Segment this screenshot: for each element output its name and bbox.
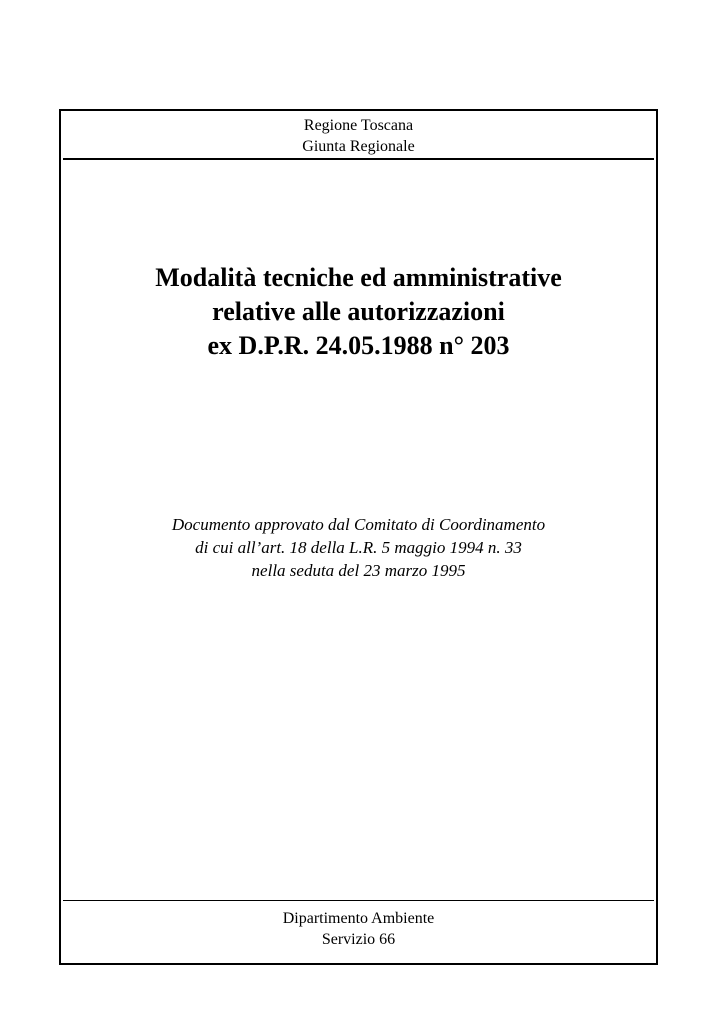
header-block (61, 115, 656, 157)
approval-line-3: nella seduta del 23 marzo 1995 (251, 561, 466, 580)
title-line-3: ex D.P.R. 24.05.1988 n° 203 (207, 331, 510, 360)
header-divider (63, 158, 654, 160)
cover-frame (59, 109, 658, 965)
footer-block (61, 908, 656, 950)
title-line-2: relative alle autorizzazioni (212, 297, 505, 326)
footer-divider (63, 900, 654, 901)
approval-line-2: di cui all’art. 18 della L.R. 5 maggio 1994 n. 33 (195, 538, 522, 557)
title-line-1: Modalità tecniche ed amministrative (155, 263, 562, 292)
approval-note (61, 513, 656, 582)
header-council: Giunta Regionale (302, 138, 415, 155)
document-title (61, 261, 656, 363)
footer-department: Dipartimento Ambiente (282, 910, 435, 927)
footer-service: Servizio 66 (321, 931, 396, 948)
header-region: Regione Toscana (303, 117, 414, 134)
approval-line-1: Documento approvato dal Comitato di Coordinamento (171, 515, 546, 534)
